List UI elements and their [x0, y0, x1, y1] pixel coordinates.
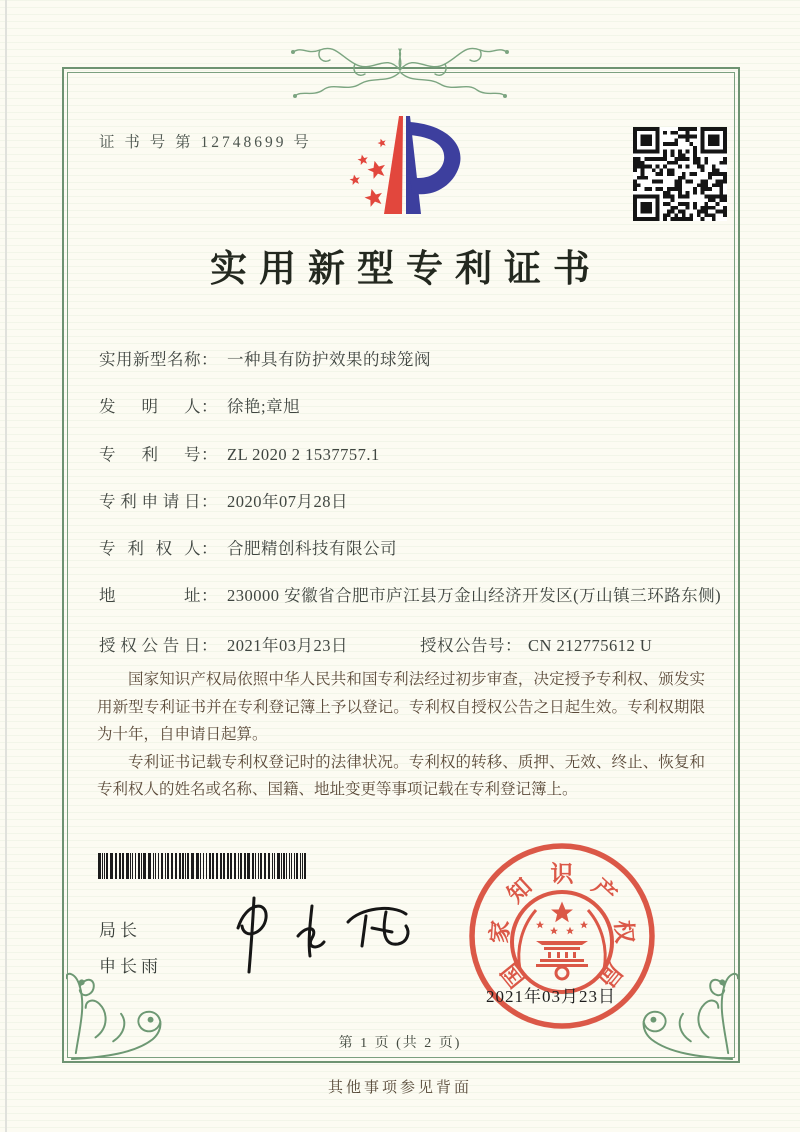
label-colon: ： — [201, 539, 218, 558]
field-value: 合肥精创科技有限公司 — [227, 539, 397, 558]
barcode-icon — [98, 853, 310, 879]
field-row-inventor — [99, 395, 739, 419]
national-emblem-icon — [512, 892, 612, 992]
seal-character: 产 — [587, 873, 622, 908]
label-colon: ： — [201, 492, 218, 511]
field-value: CN 212775612 U — [528, 636, 653, 655]
seal-character: 国 — [496, 958, 531, 992]
label-colon: ： — [201, 397, 218, 416]
field-pair-grant-no — [420, 634, 652, 658]
field-row-name — [99, 348, 739, 372]
field-label: 授权公告日 — [99, 636, 201, 655]
field-value: 2021年03月23日 — [227, 636, 348, 655]
seal-character: 局 — [593, 958, 628, 992]
seal-character: 家 — [486, 919, 514, 945]
seal-character: 知 — [502, 873, 537, 908]
field-value: 2020年07月28日 — [227, 492, 348, 511]
field-label: 专利号 — [99, 445, 201, 464]
field-label: 发明人 — [99, 397, 201, 416]
field-row-filing-date — [99, 490, 739, 514]
commissioner-name: 申长雨 — [99, 957, 162, 976]
field-row-address — [99, 584, 739, 608]
certificate-title: 实用新型专利证书 — [210, 249, 602, 290]
seal-character: 权 — [610, 919, 638, 945]
field-label: 授权公告号 — [420, 636, 505, 655]
seal-agency-text — [486, 862, 638, 992]
commissioner-signature-icon — [220, 888, 430, 983]
field-value: 徐艳;章旭 — [227, 397, 301, 416]
field-label: 地址 — [99, 586, 201, 605]
logo-red-wedge — [384, 116, 403, 214]
field-row-patent-no — [99, 443, 739, 467]
field-value: 230000 安徽省合肥市庐江县万金山经济开发区(万山镇三环路东侧) — [227, 586, 722, 605]
qr-code-icon — [633, 127, 727, 221]
label-colon: ： — [201, 636, 218, 655]
top-flourish-ornament — [285, 40, 515, 100]
field-label: 实用新型名称 — [99, 350, 201, 369]
field-value: ZL 2020 2 1537757.1 — [227, 445, 380, 464]
certificate-number: 证 书 号 第 12748699 号 — [99, 134, 312, 151]
legal-text — [97, 666, 705, 804]
label-colon: ： — [201, 350, 218, 369]
field-label: 专利权人 — [99, 539, 201, 558]
scan-edge-line — [5, 0, 7, 1132]
seal-character: 识 — [550, 861, 574, 887]
page-number: 第 1 页 (共 2 页) — [338, 1036, 462, 1051]
legal-paragraph-1: 国家知识产权局依照中华人民共和国专利法经过初步审查，决定授予专利权、颁发实用新型专利证书并在专利登记簿上予以登记。专利权自授权公告之日起生效。专利权期限为十年，自申请日起算。 — [97, 671, 705, 744]
field-value: 一种具有防护效果的球笼阀 — [227, 350, 431, 369]
cnipa-logo-icon — [330, 110, 478, 228]
field-row-grant — [99, 634, 739, 658]
legal-paragraph-2: 专利证书记载专利权登记时的法律状况。专利权的转移、质押、无效、终止、恢复和专利权人的姓名或名称、国籍、地址变更等事项记载在专利登记簿上。 — [97, 753, 705, 799]
logo-p-bowl — [409, 122, 460, 194]
back-side-note: 其他事项参见背面 — [327, 1080, 472, 1096]
label-colon: ： — [201, 445, 218, 464]
label-colon: ： — [201, 586, 218, 605]
field-label: 专利申请日 — [99, 492, 201, 511]
grant-date-stamp: 2021年03月23日 — [486, 987, 616, 1006]
commissioner-title: 局长 — [99, 921, 141, 940]
field-row-patentee — [99, 537, 739, 561]
label-colon: ： — [505, 636, 522, 655]
